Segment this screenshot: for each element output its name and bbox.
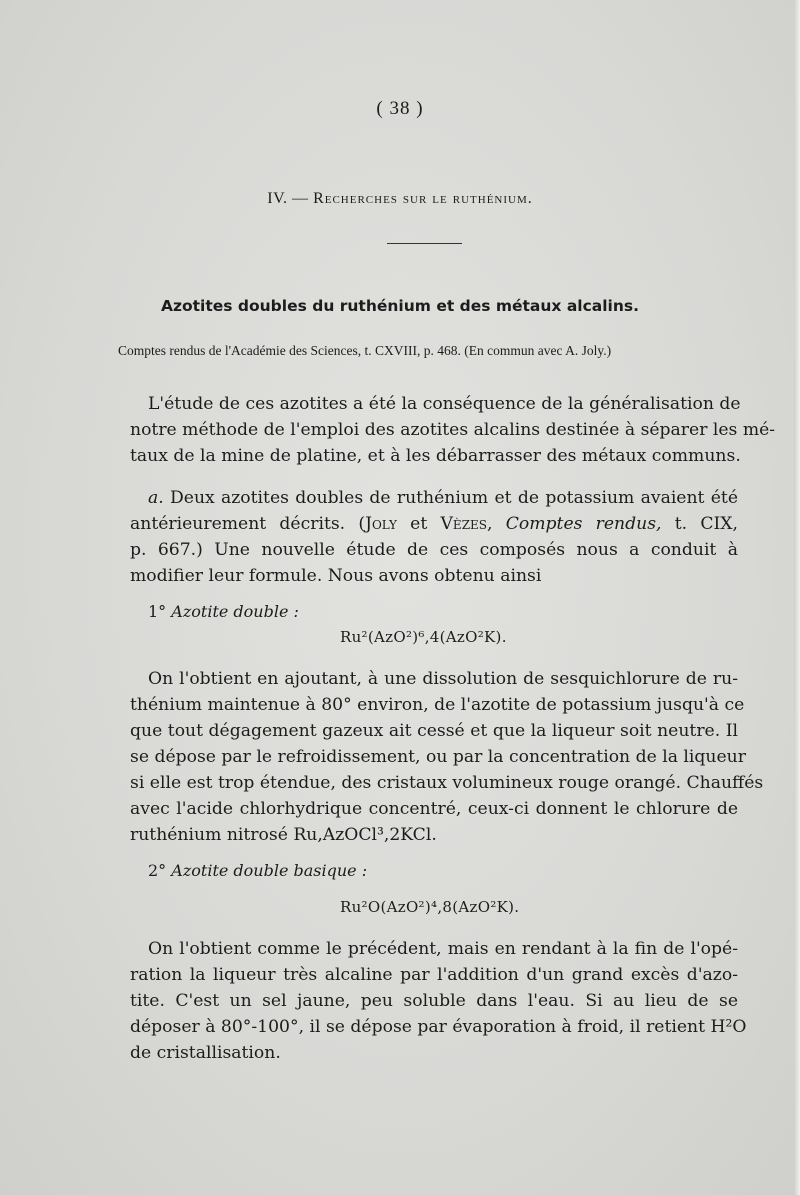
section-numeral: IV. — [267, 190, 314, 207]
text-line: notre méthode de l'emploi des azotites alcalins destinée à séparer les mé- [130, 420, 776, 440]
text-line: se dépose par le refroidissement, ou par la concentration de la liqueur [130, 747, 746, 767]
compound-heading-1: 1° Azotite double : [148, 602, 299, 621]
paragraph-compound-2 [130, 936, 747, 1066]
citation: Comptes rendus de l'Académie des Sciences, t. CXVIII, p. 468. (En commun avec A. Joly.) [118, 343, 612, 358]
page-edge [794, 0, 800, 1195]
text-line: antérieurement décrits. (Joly et Vèzes, Comptes rendus, t. CIX, [130, 514, 738, 534]
formula-2: Ru²O(AzO²)⁴,8(AzO²K). [340, 898, 520, 916]
author-name: Vèzes [440, 514, 488, 534]
text-line: déposer à 80°-100°, il se dépose par évaporation à froid, il retient H²O [130, 1017, 747, 1037]
paragraph-a [130, 485, 738, 589]
text-line: tite. C'est un sel jaune, peu soluble dans l'eau. Si au lieu de se [130, 991, 738, 1011]
section-title: Recherches sur le ruthénium. [313, 190, 533, 207]
journal-name: Comptes rendus, [505, 514, 662, 534]
text-line: On l'obtient comme le précédent, mais en rendant à la fin de l'opé- [148, 939, 738, 959]
author-name: Joly [365, 514, 397, 534]
compound-heading-2: 2° Azotite double basique : [148, 861, 368, 880]
text-line: avec l'acide chlorhydrique concentré, ceux-ci donnent le chlorure de [130, 799, 738, 819]
page-number: ( 38 ) [376, 98, 424, 119]
text-line: modifier leur formule. Nous avons obtenu ainsi [130, 566, 542, 586]
paragraph-label: a. [148, 488, 164, 508]
text-line: thénium maintenue à 80° environ, de l'azotite de potassium jusqu'à ce [130, 695, 745, 715]
section-divider [387, 243, 462, 244]
text-line: si elle est trop étendue, des cristaux volumineux rouge orangé. Chauffés [130, 773, 764, 793]
paragraph-compound-1 [130, 666, 764, 848]
text-line: de cristallisation. [130, 1043, 281, 1063]
text-line: L'étude de ces azotites a été la conséquence de la généralisation de [148, 394, 741, 414]
text-line: ruthénium nitrosé Ru,AzOCl³,2KCl. [130, 825, 437, 845]
intro-paragraph [130, 391, 776, 469]
text-line: On l'obtient en ajoutant, à une dissolution de sesquichlorure de ru- [148, 669, 738, 689]
section-heading [0, 190, 800, 208]
text-line: taux de la mine de platine, et à les débarrasser des métaux communs. [130, 446, 741, 466]
text-line: a. Deux azotites doubles de ruthénium et de potassium avaient été [148, 488, 738, 508]
article-title: Azotites doubles du ruthénium et des métaux alcalins. [160, 297, 640, 315]
text-line: que tout dégagement gazeux ait cessé et que la liqueur soit neutre. Il [130, 721, 738, 741]
text-line: p. 667.) Une nouvelle étude de ces composés nous a conduit à [130, 540, 738, 560]
formula-1: Ru²(AzO²)⁶,4(AzO²K). [340, 628, 507, 646]
text-line: ration la liqueur très alcaline par l'addition d'un grand excès d'azo- [130, 965, 738, 985]
